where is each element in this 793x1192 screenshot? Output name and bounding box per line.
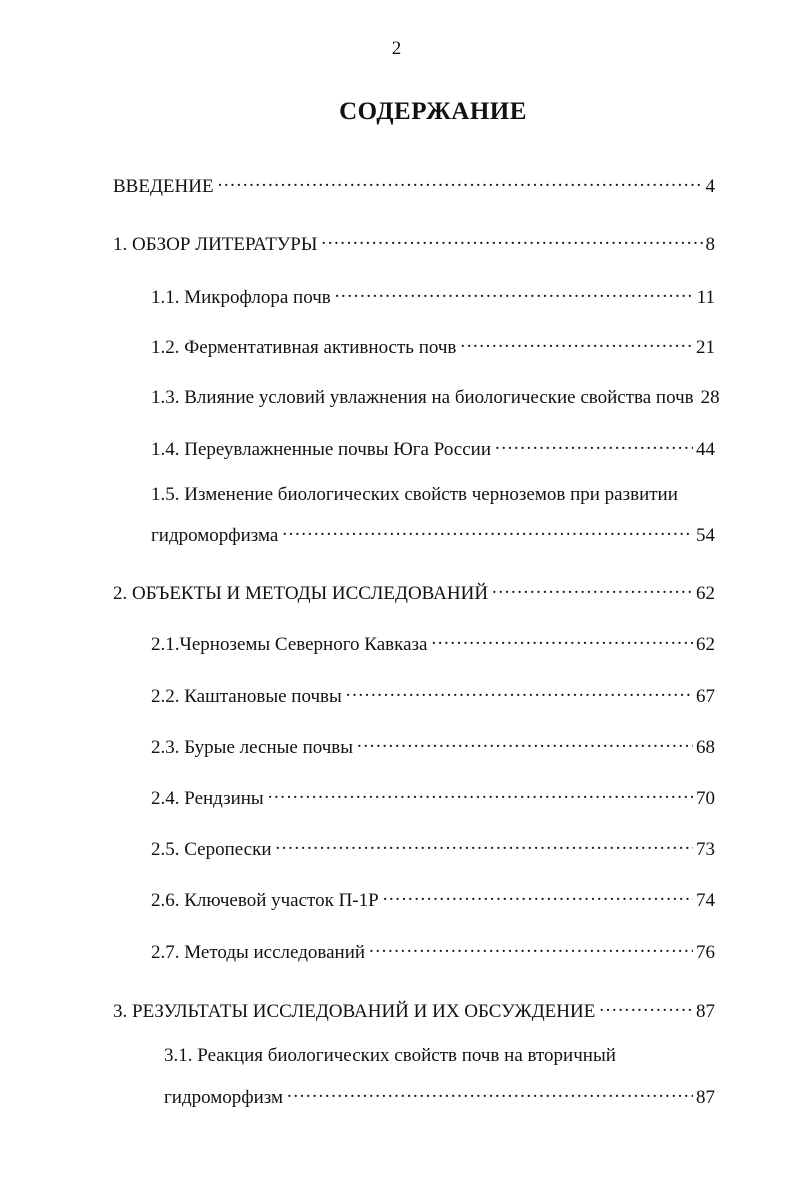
dot-leader — [369, 936, 693, 958]
toc-entry-page: 67 — [696, 686, 715, 707]
dot-leader — [357, 731, 693, 753]
toc-entry-2-7[interactable] — [151, 936, 715, 964]
dot-leader — [383, 884, 693, 906]
toc-entry-page: 28 — [700, 387, 720, 408]
toc-entry-2-1[interactable] — [151, 628, 715, 656]
toc-entry-page: 44 — [696, 439, 715, 460]
toc-entry-text: 2.6. Ключевой участок П-1Р — [151, 890, 379, 911]
toc-entry-text: 2.3. Бурые лесные почвы — [151, 737, 354, 758]
dot-leader — [346, 680, 693, 702]
toc-entry-introduction[interactable] — [113, 170, 715, 198]
toc-entry-page: 4 — [705, 176, 715, 197]
toc-entry-2-6[interactable] — [151, 884, 715, 912]
toc-entry-3-1[interactable] — [164, 1081, 715, 1109]
toc-entry-page: 11 — [696, 287, 715, 308]
toc-entry-chapter-2[interactable] — [113, 577, 715, 605]
dot-leader — [599, 995, 693, 1017]
dot-leader — [282, 519, 693, 541]
toc-entry-page: 54 — [696, 525, 715, 546]
dot-leader — [495, 433, 693, 455]
dot-leader — [492, 577, 693, 599]
dot-leader — [460, 331, 693, 353]
toc-entry-page: 76 — [696, 942, 715, 963]
toc-entry-1-3[interactable] — [151, 381, 720, 409]
toc-entry-text: 2.1.Черноземы Северного Кавказа — [151, 634, 428, 655]
toc-entry-text: 2.4. Рендзины — [151, 788, 264, 809]
toc-entry-chapter-1[interactable] — [113, 228, 715, 256]
toc-entry-text: 2.2. Каштановые почвы — [151, 686, 342, 707]
toc-entry-text: 1.3. Влияние условий увлажнения на биологические свойства почв — [151, 387, 694, 408]
toc-entry-1-4[interactable] — [151, 433, 715, 461]
toc-entry-page: 70 — [696, 788, 715, 809]
toc-entry-page: 73 — [696, 839, 715, 860]
toc-entry-text: ВВЕДЕНИЕ — [113, 176, 214, 197]
toc-entry-1-5[interactable] — [151, 519, 715, 547]
dot-leader — [276, 833, 694, 855]
toc-entry-2-3[interactable] — [151, 731, 715, 759]
toc-entry-page: 62 — [696, 634, 715, 655]
dot-leader — [335, 281, 694, 303]
toc-entry-text: 3. РЕЗУЛЬТАТЫ ИССЛЕДОВАНИЙ И ИХ ОБСУЖДЕНИЕ — [113, 1001, 596, 1022]
toc-entry-page: 62 — [696, 583, 715, 604]
dot-leader — [268, 782, 693, 804]
toc-entry-text: гидроморфизма — [151, 525, 279, 546]
toc-entry-page: 68 — [696, 737, 715, 758]
toc-entry-text: 1.4. Переувлажненные почвы Юга России — [151, 439, 492, 460]
page-number: 2 — [391, 38, 402, 59]
toc-entry-page: 21 — [696, 337, 715, 358]
toc-entry-text: 1.2. Ферментативная активность почв — [151, 337, 457, 358]
toc-entry-text: 2.5. Серопески — [151, 839, 272, 860]
toc-entry-2-2[interactable] — [151, 680, 715, 708]
toc-entry-chapter-3[interactable] — [113, 995, 715, 1023]
toc-entry-page: 87 — [696, 1087, 715, 1108]
toc-entry-3-1-line1[interactable]: 3.1. Реакция биологических свойств почв на вторичный — [164, 1045, 616, 1066]
toc-entry-text: 1. ОБЗОР ЛИТЕРАТУРЫ — [113, 234, 318, 255]
dot-leader — [431, 628, 693, 650]
toc-entry-1-5-line1[interactable]: 1.5. Изменение биологических свойств черноземов при развитии — [151, 484, 678, 505]
toc-entry-page: 8 — [705, 234, 715, 255]
toc-entry-text: 2.7. Методы исследований — [151, 942, 366, 963]
toc-entry-text: 1.1. Микрофлора почв — [151, 287, 331, 308]
toc-entry-text: гидроморфизм — [164, 1087, 284, 1108]
dot-leader — [287, 1081, 693, 1103]
toc-entry-page: 74 — [696, 890, 715, 911]
toc-entry-2-4[interactable] — [151, 782, 715, 810]
toc-entry-text: 2. ОБЪЕКТЫ И МЕТОДЫ ИССЛЕДОВАНИЙ — [113, 583, 489, 604]
page-title: СОДЕРЖАНИЕ — [339, 98, 527, 125]
toc-entry-page: 87 — [696, 1001, 715, 1022]
toc-entry-1-2[interactable] — [151, 331, 715, 359]
toc-entry-2-5[interactable] — [151, 833, 715, 861]
dot-leader — [218, 170, 703, 192]
dot-leader — [321, 228, 702, 250]
toc-entry-1-1[interactable] — [151, 281, 715, 309]
